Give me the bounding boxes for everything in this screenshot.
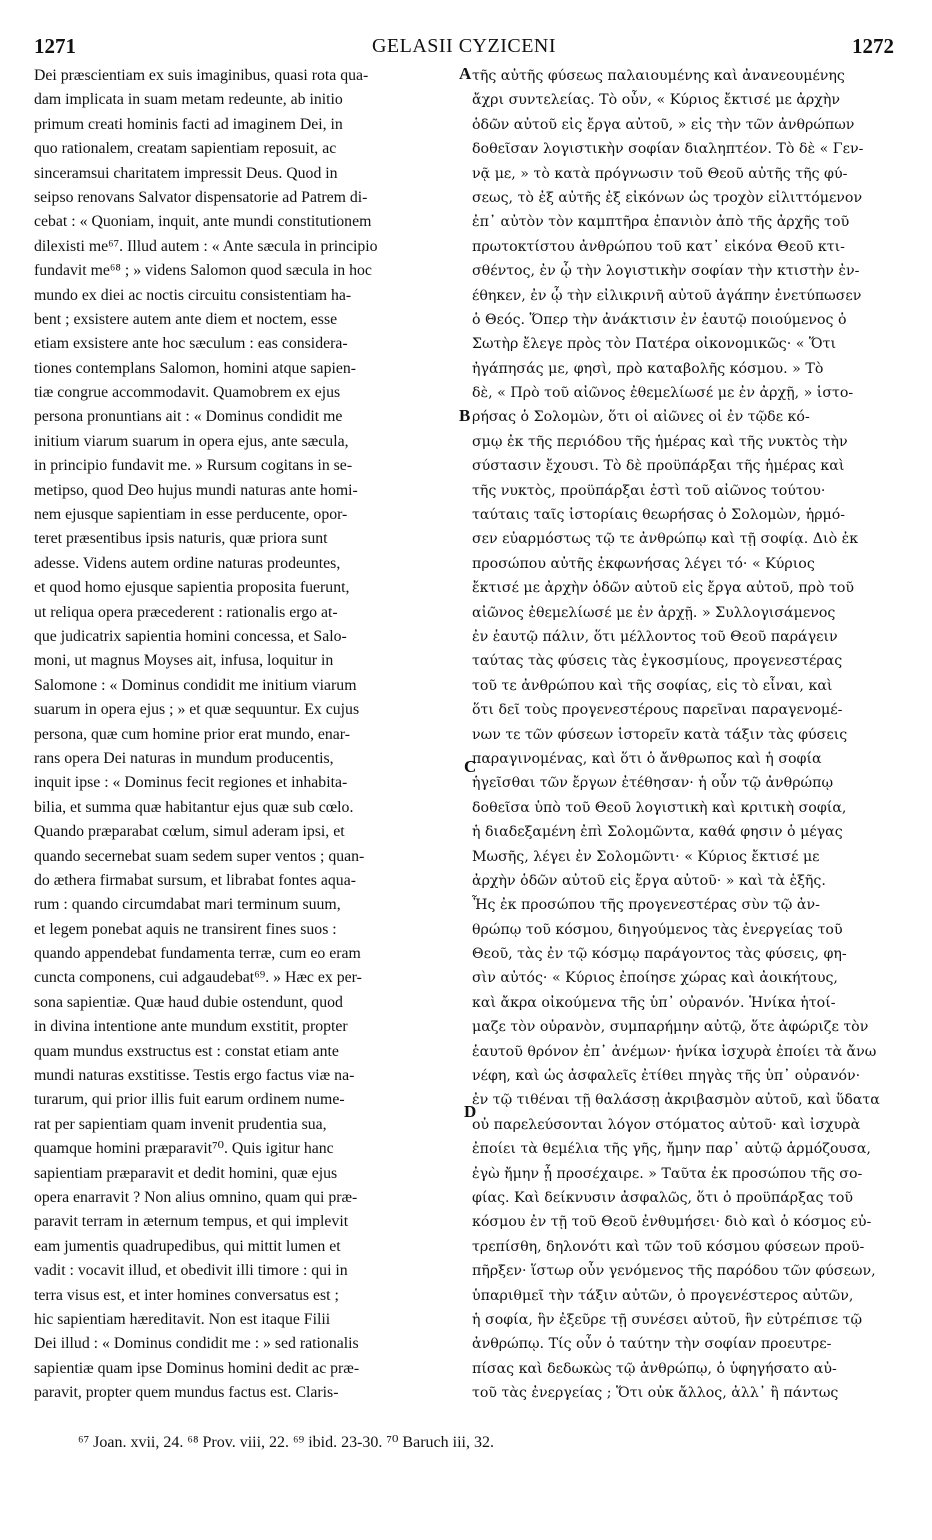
greek-text-line: Θεοῦ, τὰς ἐν τῷ κόσμῳ παράγοντος τὰς φύσεις, φη- (472, 946, 847, 963)
latin-text-line: moni, ut magnus Moyses ait, infusa, loquitur in (34, 652, 334, 670)
greek-text-line: τοῦ τε ἀνθρώπου καὶ τῆς σοφίας, εἰς τὸ εἶναι, καὶ (472, 677, 833, 694)
page-header (34, 34, 894, 58)
latin-text-line: mundo ex diei ac noctis circuitu consistentiam ha- (34, 286, 352, 304)
latin-text-line: cebat : « Quoniam, inquit, ante mundi constitutionem (34, 213, 372, 231)
latin-text-line: in divina intentione ante mundum exstitit, propter (34, 1018, 348, 1036)
greek-text-line: ἀνθρώπῳ. Τίς οὖν ὁ ταύτην τὴν σοφίαν προευτρε- (472, 1336, 832, 1353)
latin-text-line: sona sapientiæ. Quæ haud dubie ostendunt, quod (34, 993, 343, 1011)
greek-text-column (472, 64, 896, 1404)
greek-text-line: σύστασιν ἔχουσι. Τὸ δὲ προϋπάρξαι τῆς ἡμέρας καὶ (472, 458, 845, 475)
latin-text-line: que judicatrix sapientia homini concessa, et Salo- (34, 627, 347, 645)
greek-text-line: ταύτας τὰς φύσεις τὰς ἐγκοσμίους, προγενεστέρας (472, 653, 843, 670)
latin-text-line: tiæ congrue accommodavit. Quamobrem ex ejus (34, 384, 341, 402)
latin-text-line: quo rationalem, creatam sapientiam reposuit, ac (34, 140, 337, 158)
latin-text-line: adesse. Videns autem ordine naturas prodeuntes, (34, 554, 341, 572)
margin-marker-d: D (464, 1102, 477, 1121)
latin-text-line: quam mundus exstructus est : constat etiam ante (34, 1042, 339, 1060)
greek-text-line: τῆς νυκτὸς, προϋπάρξαι ἐστὶ τοῦ αἰῶνος τούτου· (472, 482, 826, 499)
greek-text-line: ἐν τῷ τιθέναι τῇ θαλάσσῃ ἀκριβασμὸν αὐτοῦ, καὶ ὕδατα (472, 1092, 880, 1109)
greek-text-line: δὲ, « Πρὸ τοῦ αἰῶνος ἐθεμελίωσέ με ἐν ἀρχῇ, » ἱστο- (472, 385, 854, 402)
greek-text-line: ἡ σοφία, ἣν ἐξεῦρε τῇ συνέσει αὐτοῦ, ἣν εὐτρέπισε τῷ (472, 1311, 863, 1328)
running-title: GELASII CYZICENI (371, 35, 557, 57)
greek-text-line: τοῦ τὰς ἐνεργείας ; Ὅτι οὐκ ἄλλος, ἀλλ᾽ ἢ πάντως (472, 1385, 839, 1402)
margin-marker-b: B (459, 406, 471, 425)
latin-text-line: Dei illud : « Dominus condidit me : » sed rationalis (34, 1335, 359, 1353)
greek-text-line: πῆρξεν· ἵστωρ οὖν γενόμενος τῆς παρόδου τῶν φύσεων, (472, 1263, 876, 1280)
latin-text-line: ut reliqua opera præcederent : rationalis ergo at- (34, 603, 338, 621)
latin-text-line: dilexisti me⁶⁷. Illud autem : « Ante sæcula in principio (34, 237, 378, 255)
latin-text-line: rans opera Dei naturas in mundum producentis, (34, 749, 334, 767)
left-column-number: 1271 (34, 34, 76, 58)
latin-text-line: in principio fundavit me. » Rursum cogitans in se- (34, 457, 353, 475)
latin-text-line: do æthera firmabat sursum, et librabat fontes aqua- (34, 871, 356, 889)
greek-text-line: τρεπίσθη, δηλονότι καὶ τῶν τοῦ κόσμου φύσεων προϋ- (472, 1238, 865, 1255)
greek-text-line: ρήσας ὁ Σολομὼν, ὅτι οἱ αἰῶνες οἱ ἐν τῷδε κό- (472, 409, 810, 426)
margin-marker-c: C (464, 757, 477, 776)
latin-text-line: opera enarravit ? Non alius omnino, quam qui præ- (34, 1188, 358, 1206)
latin-text-line: etiam exsistere ante hoc sæculum : eas considera- (34, 335, 348, 353)
greek-text-line: ὁδῶν αὐτοῦ εἰς ἔργα αὐτοῦ, » εἰς τὴν τῶν ἀνθρώπων (472, 116, 855, 133)
greek-text-line: προσώπου αὐτῆς ἐκφωνήσας λέγει τό· « Κύριος (472, 555, 815, 572)
latin-text-line: sapientiæ quam ipse Dominus homini dedit ac præ- (34, 1359, 360, 1377)
latin-text-line: Quando præparabat cœlum, simul aderam ipsi, et (34, 823, 345, 841)
latin-text-line: et quod homo ejusque sapientia proposita fuerunt, (34, 579, 350, 597)
greek-text-line: αἰῶνος ἐθεμελίωσέ με ἐν ἀρχῇ. » Συλλογισάμενος (472, 604, 836, 621)
greek-text-line: θρώπῳ τοῦ κόσμου, διηγούμενος τὰς ἐνεργείας τοῦ (472, 921, 843, 938)
latin-text-line: cuncta componens, cui adgaudebat⁶⁹. » Hæc ex per- (34, 969, 362, 987)
latin-text-column (34, 64, 462, 1404)
latin-text-line: sinceramsui charitatem impressit Deus. Quod in (34, 164, 338, 182)
latin-text-line: turarum, qui prior illis fuit earum ordinem nume- (34, 1091, 345, 1109)
latin-text-line: vadit : vocavit illud, et obedivit illi timore : qui in (34, 1262, 348, 1280)
latin-text-line: suarum in opera ejus ; » et quæ sequuntur. Ex cujus (34, 701, 360, 719)
greek-text-line: ἡγεῖσθαι τῶν ἔργων ἐτέθησαν· ἡ οὖν τῷ ἀνθρώπῳ (472, 775, 834, 792)
greek-text-line: ἄχρι συντελείας. Τὸ οὖν, « Κύριος ἔκτισέ με ἀρχὴν (472, 92, 840, 109)
latin-text-line: inquit ipse : « Dominus fecit regiones et inhabita- (34, 774, 348, 792)
greek-text-line: ἐπ᾽ αὐτὸν τὸν καμπτῆρα ἐπανιὸν ἀπὸ τῆς ἀρχῆς τοῦ (472, 214, 850, 231)
greek-text-line: σθέντος, ἐν ᾧ τὴν λογιστικὴν σοφίαν τὴν κτιστὴν ἐν- (472, 263, 860, 280)
greek-text-line: νᾷ με, » τὸ κατὰ πρόγνωσιν τοῦ Θεοῦ αὐτῆς τῆς φύ- (472, 165, 848, 182)
right-column-number: 1272 (852, 34, 894, 58)
latin-text-line: et legem ponebat aquis ne transirent fines suos : (34, 920, 337, 938)
greek-text-line: ἐν ἑαυτῷ πάλιν, ὅτι μέλλοντος τοῦ Θεοῦ παράγειν (472, 628, 838, 645)
greek-text-line: σμῳ ἐκ τῆς περιόδου τῆς ἡμέρας καὶ τῆς νυκτὸς τὴν (472, 433, 848, 450)
latin-text-line: mundi naturas exstitisse. Testis ergo factus viæ na- (34, 1067, 355, 1085)
latin-text-line: nem ejusque sapientiam in esse perducente, opor- (34, 506, 348, 524)
latin-text-line: persona pronuntians ait : « Dominus condidit me (34, 408, 343, 426)
greek-text-line: καὶ ἄκρα οἰκούμενα τῆς ὑπ᾽ οὐρανόν. Ἡνίκα ἡτοί- (472, 994, 836, 1011)
latin-text-line: rat per sapientiam quam invenit prudentia sua, (34, 1115, 327, 1133)
latin-text-line: paravit terram in æternum tempus, et qui implevit (34, 1213, 349, 1231)
latin-text-line: quando secernebat suam sedem super ventos ; quan- (34, 847, 365, 865)
greek-text-line: κόσμου ἐν τῇ τοῦ Θεοῦ ἐνθυμήσει· διὸ καὶ ὁ κόσμος εὐ- (472, 1214, 872, 1231)
greek-text-line: δοθεῖσαν λογιστικὴν σοφίαν διαληπτέον. Τὸ δὲ « Γεν- (472, 141, 864, 158)
latin-text-line: paravit, propter quem mundus factus est. Claris- (34, 1384, 339, 1402)
latin-text-line: eam jumentis quadrupedibus, qui mittit lumen et (34, 1237, 341, 1255)
greek-text-line: Σωτὴρ ἔλεγε πρὸς τὸν Πατέρα οἰκονομικῶς· « Ὅτι (472, 336, 837, 353)
greek-text-line: ἑαυτοῦ θρόνον ἐπ᾽ ἀνέμων· ἡνίκα ἰσχυρὰ ἐποίει τὰ ἄνω (472, 1043, 877, 1060)
greek-text-line: σὶν αὐτός· « Κύριος ἐποίησε χώρας καὶ ἀοικήτους, (472, 970, 838, 987)
latin-text-line: Salomone : « Dominus condidit me initium viarum (34, 676, 357, 694)
greek-text-line: ἔκτισέ με ἀρχὴν ὁδῶν αὐτοῦ εἰς ἔργα αὐτοῦ, πρὸ τοῦ (472, 580, 855, 597)
greek-text-line: Ἧς ἐκ προσώπου τῆς προγενεστέρας σὺν τῷ ἀν- (472, 897, 820, 914)
latin-text-line: primum creati hominis facti ad imaginem Dei, in (34, 115, 343, 133)
latin-text-line: fundavit me⁶⁸ ; » videns Salomon quod sæcula in hoc (34, 262, 372, 280)
greek-text-line: ἡ διαδεξαμένη ἐπὶ Σολομῶντα, καθά φησιν ὁ μέγας (472, 824, 843, 841)
greek-text-line: ἐγὼ ἤμην ᾗ προσέχαιρε. » Ταῦτα ἐκ προσώπου τῆς σο- (472, 1165, 863, 1182)
latin-text-line: quando appendebat fundamenta terræ, cum eo eram (34, 945, 361, 963)
greek-text-line: ὑπαριθμεῖ τὴν τάξιν αὐτῶν, ὁ προγενέστερος αὐτῶν, (472, 1287, 854, 1304)
latin-text-line: seipso renovans Salvator dispensatorie ad Patrem di- (34, 188, 368, 206)
latin-text-line: Dei præscientiam ex suis imaginibus, quasi rota qua- (34, 67, 369, 84)
latin-text-line: rum : quando circumdabat mari terminum suum, (34, 896, 341, 914)
greek-text-line: τῆς αὐτῆς φύσεως παλαιουμένης καὶ ἀνανεουμένης (472, 68, 845, 84)
latin-text-line: sapientiam præparavit et dedit homini, quæ ejus (34, 1164, 338, 1182)
greek-text-line: δοθεῖσα ὑπὸ τοῦ Θεοῦ λογιστικὴ καὶ κριτικὴ σοφία, (472, 799, 847, 816)
greek-text-line: σεως, τὸ ἐξ αὐτῆς ἐξ εἰκόνων ὡς τροχὸν εἰλιττόμενον (472, 189, 863, 206)
greek-text-line: νέφη, καὶ ὡς ἀσφαλεῖς ἐτίθει πηγὰς τῆς ὑπ᾽ οὐρανόν· (472, 1068, 861, 1085)
greek-text-line: σεν εὐαρμόστως τῷ τε ἀνθρώπῳ καὶ τῇ σοφίᾳ. Διὸ ἐκ (472, 531, 859, 548)
greek-text-line: πίσας καὶ δεδωκὼς τῷ ἀνθρώπῳ, ὁ ὑφηγήσατο αὐ- (472, 1360, 837, 1377)
greek-text-line: ὅτι δεῖ τοὺς προγενεστέρους παρεῖναι παραγενομέ- (472, 702, 843, 719)
greek-text-line: παραγινομένας, καὶ ὅτι ὁ ἄνθρωπος καὶ ἡ σοφία (472, 750, 822, 767)
greek-text-line: μαζε τὸν οὐρανὸν, συμπαρήμην αὐτῷ, ὅτε ἀφώριζε τὸν (472, 1019, 869, 1036)
greek-text-line: ἐποίει τὰ θεμέλια τῆς γῆς, ἤμην παρ᾽ αὐτῷ ἁρμόζουσα, (472, 1141, 871, 1158)
greek-text-line: πρωτοκτίστου ἀνθρώπου τοῦ κατ᾽ εἰκόνα Θεοῦ κτι- (472, 238, 845, 255)
latin-text-line: tiones contemplans Salomon, homini atque sapien- (34, 359, 357, 377)
latin-text-line: teret præsentibus ipsis naturis, quæ priora sunt (34, 530, 328, 548)
footnotes: ⁶⁷ Joan. xvii, 24. ⁶⁸ Prov. viii, 22. ⁶⁹ ibid. 23-30. ⁷⁰ Baruch iii, 32. (78, 1434, 494, 1451)
latin-text-line: bent ; exsistere autem ante diem et noctem, esse (34, 310, 338, 328)
latin-text-line: bilia, et summa quæ habitantur ejus quæ sub cœlo. (34, 798, 354, 816)
greek-text-line: οὐ παρελεύσονται λόγον στόματος αὐτοῦ· καὶ ἰσχυρὰ (472, 1116, 861, 1133)
margin-marker-a: A (459, 64, 472, 83)
greek-text-line: Μωσῆς, λέγει ἐν Σολομῶντι· « Κύριος ἔκτισέ με (472, 848, 820, 865)
greek-text-line: νων τε τῶν φύσεων ἱστορεῖν κατὰ τάξιν τὰς φύσεις (472, 726, 848, 743)
latin-text-line: metipso, quod Deo hujus mundi naturas ante homi- (34, 481, 358, 499)
greek-text-line: φίας. Καὶ δείκνυσιν ἀσφαλῶς, ὅτι ὁ προϋπάρξας τοῦ (472, 1189, 854, 1206)
greek-text-line: ἠγάπησάς με, φησὶ, πρὸ καταβολῆς κόσμου. » Τὸ (472, 360, 824, 377)
latin-text-line: persona, quæ cum homine prior erat mundo, enar- (34, 725, 350, 743)
latin-text-line: terra visus est, et inter homines conversatus est ; (34, 1286, 339, 1304)
greek-text-line: ὁ Θεός. Ὅπερ τὴν ἀνάκτισιν ἐν ἑαυτῷ ποιούμενος ὁ (472, 311, 847, 328)
latin-text-line: initium viarum suarum in opera ejus, ante sæcula, (34, 432, 349, 450)
greek-text-line: ταύταις ταῖς ἱστορίαις θεωρήσας ὁ Σολομὼν, ἡρμό- (472, 507, 846, 524)
latin-text-line: quamque homini præparavit⁷⁰. Quis igitur hanc (34, 1140, 334, 1158)
greek-text-line: ἀρχὴν ὁδῶν αὐτοῦ εἰς ἔργα αὐτοῦ· » καὶ τὰ ἑξῆς. (472, 872, 826, 889)
latin-text-line: dam implicata in suam metam redeunte, ab initio (34, 91, 343, 109)
greek-text-line: έθηκεν, ἐν ᾧ τὴν εἰλικρινῆ αὐτοῦ ἀγάπην ἐνετύπωσεν (472, 287, 862, 304)
latin-text-line: hic sapientiam hæreditavit. Non est itaque Filii (34, 1310, 331, 1328)
